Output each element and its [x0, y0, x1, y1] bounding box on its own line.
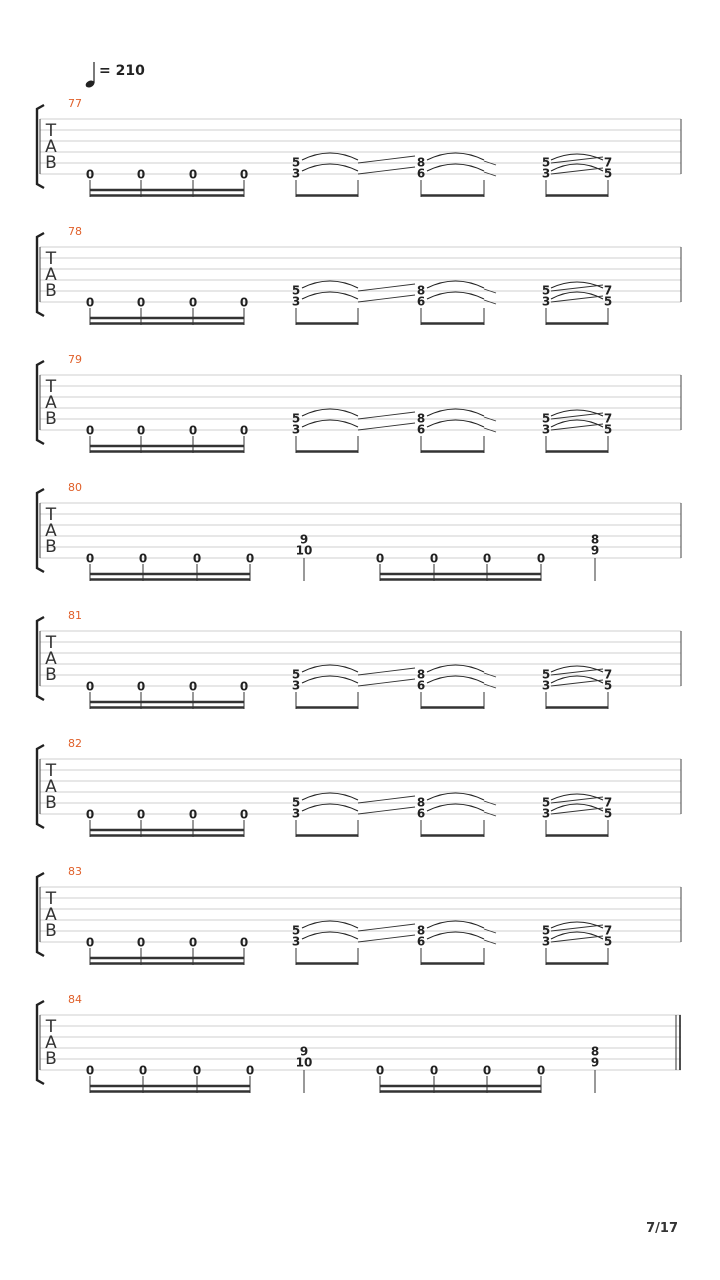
tie-arc [302, 281, 358, 288]
fret-number: 6 [416, 678, 426, 693]
fret-number: 5 [541, 795, 551, 810]
tie-arc [427, 804, 484, 811]
fret-number: 9 [299, 1044, 309, 1059]
fret-number: 8 [416, 155, 426, 170]
tab-clef-a: A [45, 137, 57, 157]
fret-number: 9 [590, 543, 600, 558]
tab-system-83 [37, 865, 681, 965]
tab-clef-t: T [45, 761, 57, 781]
tie-arc [427, 281, 484, 288]
slide-line [551, 680, 603, 686]
slide-line [358, 156, 415, 163]
fret-number: 0 [188, 295, 198, 310]
slide-line [358, 284, 415, 291]
tie-arc [302, 153, 358, 160]
fret-number: 0 [136, 423, 146, 438]
fret-number: 0 [85, 295, 95, 310]
tab-clef-a: A [45, 1033, 57, 1053]
fret-number: 7 [603, 923, 613, 938]
tie-arc [302, 409, 358, 416]
tie-arc [427, 164, 484, 171]
fret-number: 3 [291, 934, 301, 949]
measure-number: 80 [68, 481, 82, 494]
fret-number: 3 [291, 678, 301, 693]
fret-number: 5 [541, 283, 551, 298]
tab-clef-b: B [45, 665, 57, 685]
tab-clef-t: T [45, 889, 57, 909]
tab-clef-b: B [45, 409, 57, 429]
fret-number: 0 [188, 679, 198, 694]
fret-number: 8 [416, 283, 426, 298]
fret-number: 5 [541, 667, 551, 682]
fret-number: 0 [85, 935, 95, 950]
fret-number: 5 [603, 422, 613, 437]
tab-clef-t: T [45, 377, 57, 397]
fret-number: 3 [291, 166, 301, 181]
tie-arc [551, 666, 603, 672]
fret-number: 0 [188, 935, 198, 950]
tie-arc [427, 921, 484, 928]
fret-number: 3 [291, 422, 301, 437]
slide-line [551, 157, 603, 163]
slide-line [551, 296, 603, 302]
tab-system-80 [37, 481, 681, 581]
slide-line [358, 295, 415, 302]
fret-number: 0 [138, 1063, 148, 1078]
fret-number: 5 [291, 795, 301, 810]
tie-arc [427, 153, 484, 160]
measure-number: 79 [68, 353, 82, 366]
fret-number: 6 [416, 166, 426, 181]
fret-number: 10 [295, 1055, 313, 1070]
fret-number: 0 [536, 551, 546, 566]
fret-number: 0 [85, 423, 95, 438]
fret-number: 8 [416, 923, 426, 938]
tab-clef-b: B [45, 281, 57, 301]
fret-number: 8 [416, 795, 426, 810]
fret-number: 0 [136, 167, 146, 182]
fret-number: 0 [188, 423, 198, 438]
fret-number: 6 [416, 934, 426, 949]
tab-clef-b: B [45, 793, 57, 813]
fret-number: 3 [291, 294, 301, 309]
slide-line [358, 679, 415, 686]
fret-number: 5 [541, 411, 551, 426]
fret-number: 5 [603, 294, 613, 309]
fret-number: 0 [239, 423, 249, 438]
tab-clef-b: B [45, 1049, 57, 1069]
fret-number: 8 [416, 667, 426, 682]
fret-number: 7 [603, 411, 613, 426]
fret-number: 5 [291, 923, 301, 938]
fret-number: 0 [136, 295, 146, 310]
tie-arc [302, 804, 358, 811]
slide-line [358, 423, 415, 430]
fret-number: 3 [541, 166, 551, 181]
fret-number: 0 [245, 551, 255, 566]
measure-number: 82 [68, 737, 82, 750]
slide-line [551, 936, 603, 942]
page-number: 7/17 [646, 1221, 678, 1236]
measure-number: 77 [68, 97, 82, 110]
fret-number: 8 [590, 1044, 600, 1059]
tie-arc [551, 420, 603, 427]
tie-arc [551, 804, 603, 811]
slide-line [551, 808, 603, 814]
slide-line [358, 807, 415, 814]
fret-number: 0 [429, 1063, 439, 1078]
slide-line [551, 168, 603, 174]
tab-clef-a: A [45, 393, 57, 413]
fret-number: 8 [590, 532, 600, 547]
fret-number: 3 [541, 934, 551, 949]
slide-line [358, 935, 415, 942]
tab-clef-a: A [45, 649, 57, 669]
tie-arc [302, 676, 358, 683]
fret-number: 6 [416, 422, 426, 437]
tie-arc [427, 420, 484, 427]
tab-system-77 [37, 97, 681, 197]
tab-system-79 [37, 353, 681, 453]
tab-clef-a: A [45, 905, 57, 925]
slide-line [358, 167, 415, 174]
slide-line [551, 424, 603, 430]
slide-line [551, 285, 603, 291]
tab-clef-b: B [45, 153, 57, 173]
fret-number: 0 [85, 167, 95, 182]
fret-number: 0 [239, 295, 249, 310]
fret-number: 0 [85, 551, 95, 566]
tie-arc [302, 665, 358, 672]
tie-arc [302, 932, 358, 939]
slide-line [358, 924, 415, 931]
tie-arc [551, 676, 603, 683]
tempo-value: = 210 [99, 63, 145, 79]
fret-number: 7 [603, 795, 613, 810]
tie-arc [427, 665, 484, 672]
slide-line [551, 797, 603, 803]
tab-clef-a: A [45, 777, 57, 797]
fret-number: 0 [192, 551, 202, 566]
tab-system-84 [37, 993, 681, 1093]
tab-clef-b: B [45, 921, 57, 941]
measure-number: 78 [68, 225, 82, 238]
tab-clef-t: T [45, 505, 57, 525]
fret-number: 0 [375, 1063, 385, 1078]
fret-number: 9 [590, 1055, 600, 1070]
fret-number: 0 [136, 679, 146, 694]
slide-line [358, 412, 415, 419]
fret-number: 3 [541, 422, 551, 437]
tab-system-78 [37, 225, 681, 325]
fret-number: 0 [239, 679, 249, 694]
fret-number: 10 [295, 543, 313, 558]
tie-arc [551, 410, 603, 416]
fret-number: 0 [85, 807, 95, 822]
fret-number: 7 [603, 283, 613, 298]
fret-number: 0 [192, 1063, 202, 1078]
tie-arc [302, 420, 358, 427]
fret-number: 5 [291, 155, 301, 170]
fret-number: 0 [536, 1063, 546, 1078]
fret-number: 0 [482, 1063, 492, 1078]
tie-arc [551, 164, 603, 171]
fret-number: 0 [245, 1063, 255, 1078]
fret-number: 0 [85, 679, 95, 694]
fret-number: 0 [239, 807, 249, 822]
tab-clef-t: T [45, 249, 57, 269]
fret-number: 5 [291, 667, 301, 682]
tie-arc [427, 292, 484, 299]
slide-line [551, 669, 603, 675]
measure-number: 81 [68, 609, 82, 622]
fret-number: 5 [603, 934, 613, 949]
measure-number: 84 [68, 993, 82, 1006]
fret-number: 5 [291, 283, 301, 298]
fret-number: 0 [429, 551, 439, 566]
fret-number: 5 [603, 678, 613, 693]
fret-number: 3 [541, 678, 551, 693]
fret-number: 0 [138, 551, 148, 566]
fret-number: 5 [541, 155, 551, 170]
tie-arc [551, 932, 603, 939]
tie-arc [551, 922, 603, 928]
tie-arc [551, 292, 603, 299]
slide-line [358, 668, 415, 675]
tab-clef-b: B [45, 537, 57, 557]
fret-number: 7 [603, 667, 613, 682]
tab-clef-a: A [45, 521, 57, 541]
fret-number: 7 [603, 155, 613, 170]
fret-number: 0 [239, 167, 249, 182]
tie-arc [302, 921, 358, 928]
fret-number: 6 [416, 806, 426, 821]
fret-number: 0 [482, 551, 492, 566]
fret-number: 9 [299, 532, 309, 547]
tie-arc [551, 282, 603, 288]
tab-system-82 [37, 737, 681, 837]
tab-clef-a: A [45, 265, 57, 285]
tie-arc [427, 676, 484, 683]
tie-arc [551, 794, 603, 800]
fret-number: 0 [85, 1063, 95, 1078]
fret-number: 0 [188, 807, 198, 822]
tab-clef-t: T [45, 1017, 57, 1037]
tab-system-81 [37, 609, 681, 709]
tab-clef-t: T [45, 633, 57, 653]
slide-line [551, 925, 603, 931]
tie-arc [427, 409, 484, 416]
fret-number: 3 [541, 294, 551, 309]
measure-number: 83 [68, 865, 82, 878]
fret-number: 0 [375, 551, 385, 566]
slide-line [551, 413, 603, 419]
tab-clef-t: T [45, 121, 57, 141]
fret-number: 8 [416, 411, 426, 426]
tie-arc [302, 793, 358, 800]
fret-number: 6 [416, 294, 426, 309]
slide-line [358, 796, 415, 803]
tie-arc [427, 932, 484, 939]
fret-number: 5 [603, 166, 613, 181]
tie-arc [302, 292, 358, 299]
tie-arc [427, 793, 484, 800]
tie-arc [302, 164, 358, 171]
fret-number: 0 [136, 935, 146, 950]
fret-number: 5 [541, 923, 551, 938]
tie-arc [551, 154, 603, 160]
fret-number: 0 [188, 167, 198, 182]
fret-number: 0 [136, 807, 146, 822]
fret-number: 3 [541, 806, 551, 821]
fret-number: 3 [291, 806, 301, 821]
fret-number: 5 [603, 806, 613, 821]
tempo-marking [84, 62, 145, 89]
fret-number: 0 [239, 935, 249, 950]
fret-number: 5 [291, 411, 301, 426]
